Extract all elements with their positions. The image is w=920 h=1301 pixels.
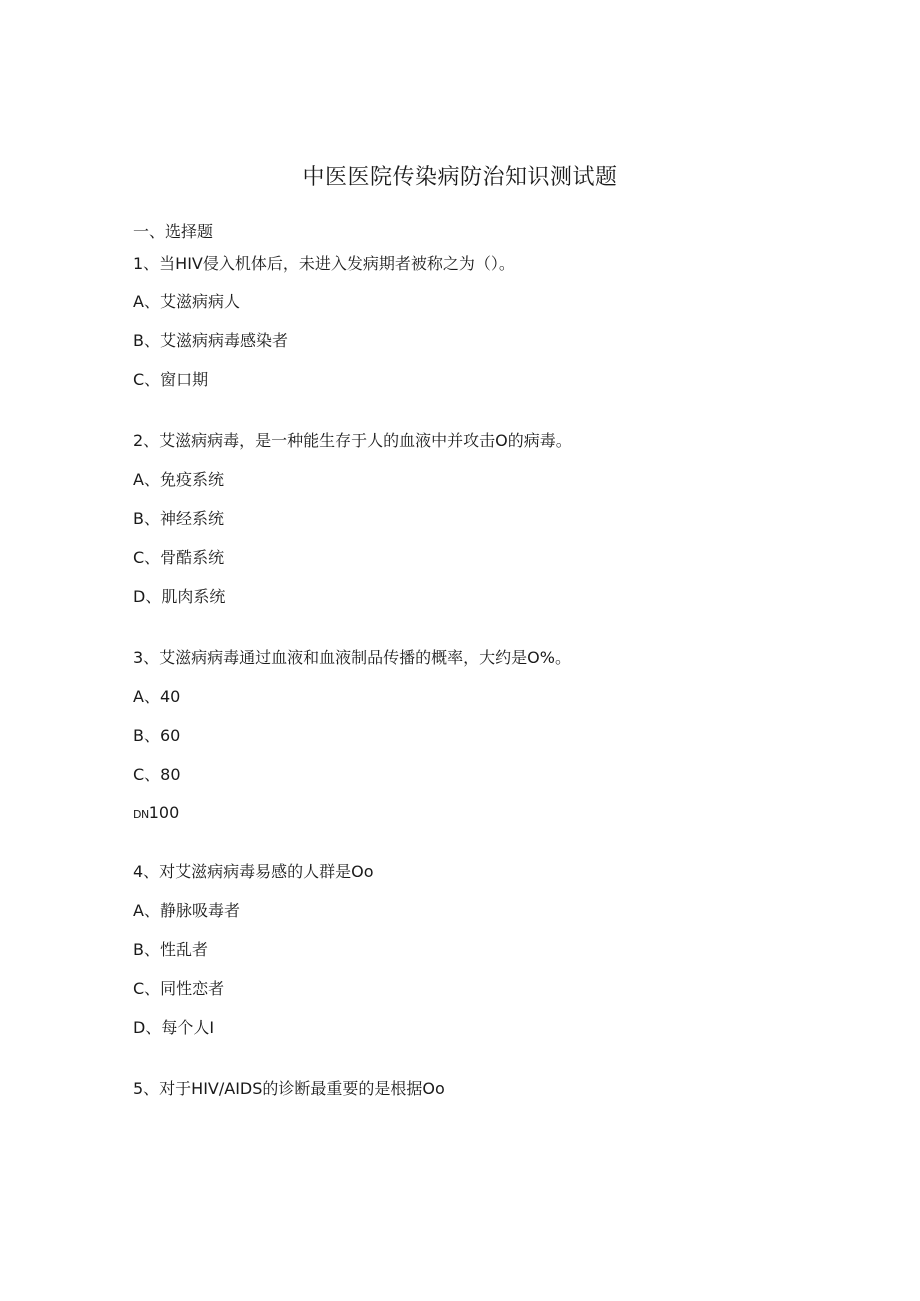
question-3-option-d: [133, 802, 179, 826]
section-heading: 一、选择题: [133, 222, 214, 241]
question-2-option-d: D、肌肉系统: [133, 587, 226, 606]
question-1-option-a: A、艾滋病病人: [133, 292, 240, 311]
question-3-option-c: C、80: [133, 765, 181, 784]
question-1-option-b: B、艾滋病病毒感染者: [133, 331, 288, 350]
question-4-option-b: B、性乱者: [133, 940, 208, 959]
question-4-option-d: D、每个人I: [133, 1018, 215, 1037]
question-3-option-a: A、40: [133, 687, 181, 706]
question-2-option-a: A、免疫系统: [133, 470, 224, 489]
question-2-option-c: C、骨酷系统: [133, 548, 225, 567]
document-title: 中医医院传染病防治知识测试题: [302, 165, 618, 190]
question-4-option-c: C、同性恋者: [133, 979, 225, 998]
question-5-stem: 5、对于HIV/AIDS的诊断最重要的是根据Oo: [133, 1079, 445, 1098]
question-1-stem: 1、当HIV侵入机体后，未进入发病期者被称之为（）。: [133, 254, 515, 273]
question-1-option-c: C、窗口期: [133, 370, 209, 389]
question-4-stem: 4、对艾滋病病毒易感的人群是Oo: [133, 862, 374, 881]
question-4-option-a: A、静脉吸毒者: [133, 901, 240, 920]
question-3-option-d-value: 100: [148, 803, 180, 822]
question-2-option-b: B、神经系统: [133, 509, 224, 528]
question-3-stem: 3、艾滋病病毒通过血液和血液制品传播的概率，大约是O%。: [133, 648, 571, 667]
question-3-option-b: B、60: [133, 726, 181, 745]
question-2-stem: 2、艾滋病病毒，是一种能生存于人的血液中并攻击O的病毒。: [133, 431, 572, 450]
question-3-option-d-prefix: DN: [133, 808, 149, 821]
